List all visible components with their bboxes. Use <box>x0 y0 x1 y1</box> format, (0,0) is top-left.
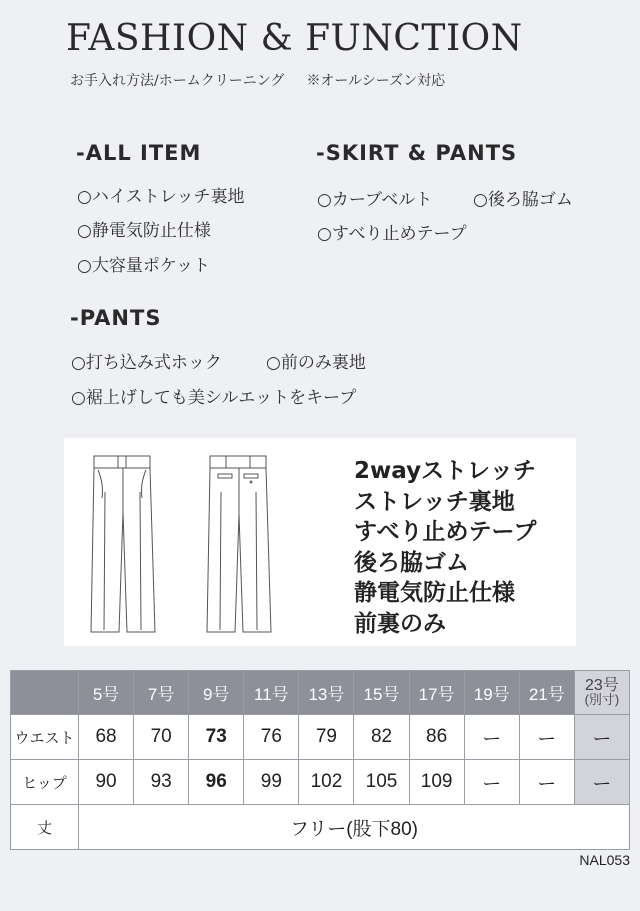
row-label: 丈 <box>11 805 79 850</box>
spec-line: 2wayストレッチ <box>354 458 536 484</box>
row-label: ヒップ <box>11 760 79 805</box>
size-header: 11号 <box>244 671 299 715</box>
spec-line: ストレッチ裏地 <box>354 488 515 515</box>
feature-item: ○大容量ポケット <box>77 256 210 276</box>
size-header: 21号 <box>519 671 574 715</box>
table-cell: 96 <box>189 760 244 805</box>
care-method: お手入れ方法/ホームクリーニング <box>70 73 285 89</box>
table-cell: ー <box>464 760 519 805</box>
size-header: 15号 <box>354 671 409 715</box>
size-header: 5号 <box>79 671 134 715</box>
table-cell: ー <box>519 715 574 760</box>
feature-item: ○裾上げしても美シルエットをキープ <box>71 388 357 408</box>
row-label: ウエスト <box>11 715 79 760</box>
season-note: ※オールシーズン対応 <box>306 73 446 89</box>
spec-list <box>354 456 536 639</box>
table-cell: 105 <box>354 760 409 805</box>
table-cell: ー <box>464 715 519 760</box>
table-cell: 79 <box>299 715 354 760</box>
care-info <box>70 70 445 90</box>
table-cell: 99 <box>244 760 299 805</box>
size-header: 9号 <box>189 671 244 715</box>
table-cell: ー <box>574 760 629 805</box>
table-cell: ー <box>574 715 629 760</box>
pants-back-icon <box>204 452 274 636</box>
feature-item: ○すべり止めテープ <box>317 224 467 244</box>
feature-item: ○静電気防止仕様 <box>77 221 211 241</box>
table-cell: 93 <box>134 760 189 805</box>
product-code: NAL053 <box>579 852 630 868</box>
page-title: FASHION & FUNCTION <box>66 18 523 59</box>
feature-item: ○前のみ裏地 <box>266 353 366 373</box>
table-cell: 90 <box>79 760 134 805</box>
table-corner <box>11 671 79 715</box>
feature-item: ○カーブベルト <box>317 190 433 210</box>
table-cell: 68 <box>79 715 134 760</box>
spec-line: すべり止めテープ <box>354 519 537 545</box>
table-row <box>11 760 630 805</box>
section-heading-skirt-pants: -SKIRT & PANTS <box>316 141 518 165</box>
table-cell: 76 <box>244 715 299 760</box>
table-cell: ー <box>519 760 574 805</box>
special-size-label: 23号 <box>585 676 619 694</box>
section-heading-all-item: -ALL ITEM <box>76 141 202 165</box>
table-row <box>11 715 630 760</box>
section-heading-pants: -PANTS <box>70 306 162 330</box>
table-cell: 73 <box>189 715 244 760</box>
table-cell: 82 <box>354 715 409 760</box>
size-table <box>10 670 630 850</box>
spec-line: 後ろ脇ゴム <box>354 549 469 576</box>
pants-front-icon <box>88 452 158 636</box>
size-header: 17号 <box>409 671 464 715</box>
size-header-special <box>574 671 629 715</box>
feature-item: ○後ろ脇ゴム <box>473 190 573 210</box>
size-header: 19号 <box>464 671 519 715</box>
spec-line: 静電気防止仕様 <box>354 580 515 606</box>
spec-line: 前裏のみ <box>354 610 446 637</box>
table-cell: 102 <box>299 760 354 805</box>
feature-item: ○打ち込み式ホック <box>71 353 222 373</box>
table-cell: 109 <box>409 760 464 805</box>
length-value: フリー(股下80) <box>79 805 630 850</box>
feature-item: ○ハイストレッチ裏地 <box>77 187 245 207</box>
table-cell: 70 <box>134 715 189 760</box>
size-header: 13号 <box>299 671 354 715</box>
table-row <box>11 805 630 850</box>
special-size-note: (別寸) <box>584 691 620 707</box>
table-cell: 86 <box>409 715 464 760</box>
size-header: 7号 <box>134 671 189 715</box>
